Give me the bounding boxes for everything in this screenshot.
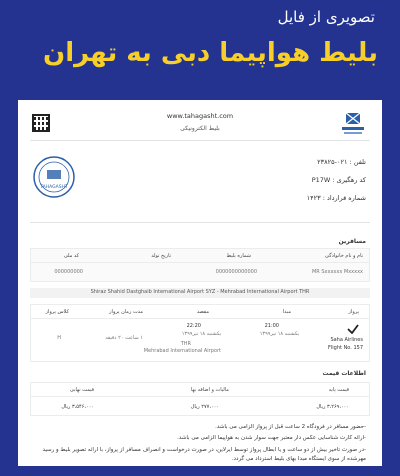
divider <box>31 262 369 263</box>
tahagasht-logo-icon <box>340 110 366 136</box>
passenger-header-name: نام و نام خانوادگی <box>325 253 363 259</box>
arrival-airport-code: THR <box>180 341 191 347</box>
departure-date: یکشنبه ۱۸ تیر۱۳۹۹ <box>259 331 299 337</box>
note-3: -در صورت تاخیر بیش از دو ساعت و یا ابطال پرواز توسط ایرلاین، در صورت درخواست و انصراف مسافر از پرواز، با ارائه تصویر بلیط و رسید مهرشده از سوی ایستگاه مبدا بهای بلیط استرداد می گردد. <box>42 447 366 462</box>
passenger-header-ticket: شماره بلیط <box>226 253 251 259</box>
passengers-table <box>30 248 370 282</box>
arrival-time: 22:20 <box>186 323 201 329</box>
info-phone: تلفن : ۰۲۱-۲۳۸۲۵ <box>317 158 366 166</box>
flight-number: Flight No. 157 <box>328 345 363 351</box>
passengers-section-title: مسافرین <box>338 238 366 245</box>
site-url: www.tahagasht.com <box>166 112 234 120</box>
price-section-title: اطلاعات قیمت <box>322 370 366 377</box>
passenger-name: MR Sxxxxxx Mxxxxx <box>311 269 363 275</box>
route-text: Shiraz Shahid Dastghaib International Airport SYZ - Mehrabad International Airport THR <box>90 289 310 295</box>
price-header-total: قیمت نهایی <box>69 387 94 393</box>
divider <box>31 396 369 397</box>
banner-title: بلیط هواپیما دبی به تهران <box>43 38 378 68</box>
airline-name: Saha Airlines <box>330 337 363 343</box>
info-tracking-code: کد رهگیری : P17W <box>311 176 366 184</box>
passenger-ticket-number: 0000000000000 <box>215 269 257 275</box>
tahagasht-stamp-icon <box>32 155 76 199</box>
price-header-base: قیمت پایه <box>328 387 349 393</box>
arrival-airport: Mehrabad International Airport <box>143 348 221 354</box>
flight-header-destination: مقصد <box>196 309 209 315</box>
flight-header-duration: مدت زمان پرواز <box>109 309 143 315</box>
info-contract-number: شماره قرارداد : ۱۴۲۳ <box>306 194 366 202</box>
divider <box>30 222 370 223</box>
banner-subtitle: تصویری از فایل <box>277 8 375 26</box>
price-header-tax: مالیات و اضافه بها <box>190 387 229 393</box>
flight-class: H <box>57 335 61 341</box>
ticket-document <box>18 100 382 466</box>
document-title: بلیط الکترونیکی <box>180 125 220 132</box>
price-base: ۳،۲۶۹،۰۰۰ ریال <box>316 404 349 410</box>
passenger-header-birthdate: تاریخ تولد <box>151 253 171 259</box>
route-bar <box>30 288 370 298</box>
departure-time: 21:00 <box>264 323 279 329</box>
stamp-text: TAHAGASHT <box>40 185 68 190</box>
note-2: -ارائه کارت شناسایی عکس دار معتبر جهت سوار شدن به هواپیما الزامی می باشد. <box>177 435 366 441</box>
flight-header-class: کلاس پرواز <box>45 309 69 315</box>
arrival-date: یکشنبه ۱۸ تیر۱۳۹۹ <box>181 331 221 337</box>
flight-table <box>30 304 370 362</box>
divider <box>31 318 369 319</box>
note-1: -حضور مسافر در فرودگاه 2 ساعت قبل از پرواز الزامی می باشد. <box>215 424 366 430</box>
price-table <box>30 382 370 416</box>
divider <box>30 140 370 141</box>
airline-logo-icon <box>347 324 359 334</box>
flight-header-flight: پرواز <box>348 309 359 315</box>
passenger-header-national-id: کد ملی <box>63 253 79 259</box>
flight-duration: ۱ ساعت ۲۰ دقیقه <box>105 335 143 341</box>
price-tax: ۲۷۷،۰۰۰ ریال <box>190 404 219 410</box>
flight-header-origin: مبدا <box>282 309 291 315</box>
price-total: ۳،۵۴۶،۰۰۰ ریال <box>61 404 94 410</box>
banner <box>0 0 400 92</box>
passenger-national-id: 000000000 <box>54 269 83 275</box>
